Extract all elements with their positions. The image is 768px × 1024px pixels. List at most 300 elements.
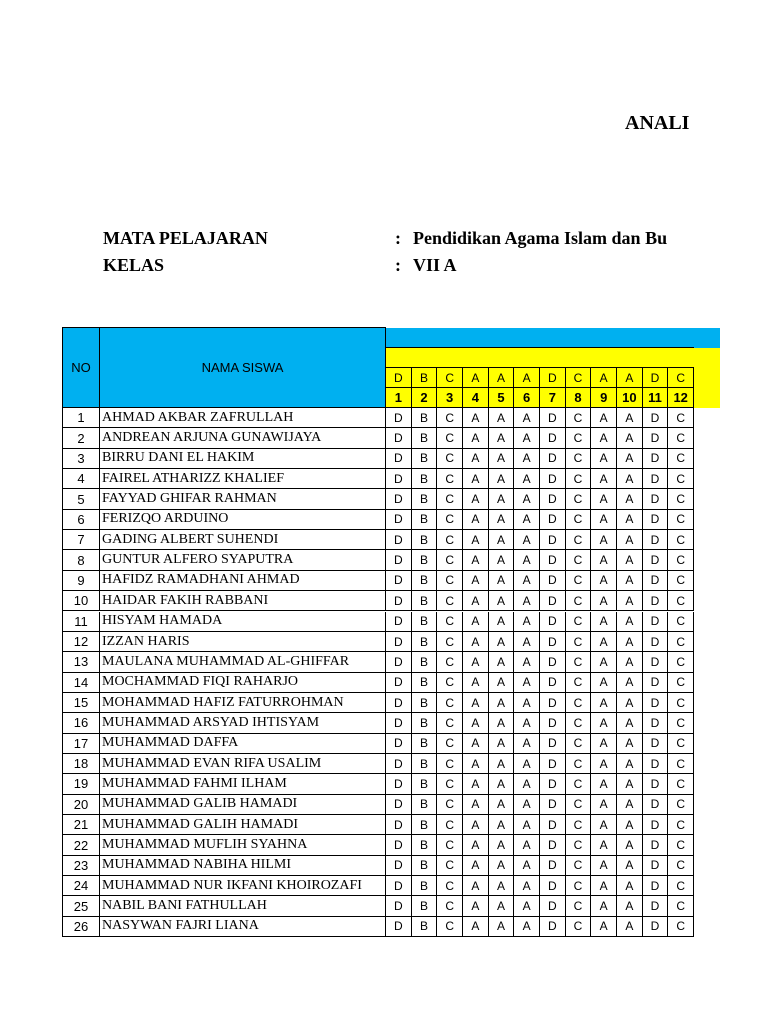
answer-cell: C	[668, 408, 694, 428]
answer-cell: B	[412, 428, 438, 448]
answer-cell: C	[437, 408, 463, 428]
answer-cell: A	[463, 713, 489, 733]
answer-cell: A	[514, 856, 540, 876]
answer-cell: A	[514, 896, 540, 916]
answer-cell: A	[489, 754, 515, 774]
answer-cell: C	[668, 713, 694, 733]
answer-cell: A	[617, 673, 643, 693]
answer-cell: C	[566, 795, 592, 815]
answer-cell: D	[386, 550, 412, 570]
answer-cell: A	[489, 550, 515, 570]
answer-cell: C	[437, 591, 463, 611]
answer-cell: C	[566, 510, 592, 530]
answer-cell: A	[617, 591, 643, 611]
answer-cell: A	[617, 876, 643, 896]
student-name: HAIDAR FAKIH RABBANI	[100, 591, 386, 611]
answer-cell: D	[540, 591, 566, 611]
answer-cell: B	[412, 632, 438, 652]
answer-cell: C	[437, 449, 463, 469]
answer-cell: D	[540, 815, 566, 835]
answer-cell: C	[668, 510, 694, 530]
answer-cell: A	[463, 408, 489, 428]
answer-cell: D	[540, 713, 566, 733]
answer-cell: C	[437, 774, 463, 794]
answer-cell: A	[617, 530, 643, 550]
row-number: 18	[63, 754, 100, 774]
answer-cell: A	[463, 530, 489, 550]
answer-cell: A	[463, 510, 489, 530]
row-number: 13	[63, 652, 100, 672]
header-name: NAMA SISWA	[100, 328, 386, 408]
answer-cell: C	[668, 550, 694, 570]
answer-cell: A	[617, 469, 643, 489]
question-number-cell: 2	[412, 388, 438, 408]
row-number: 20	[63, 795, 100, 815]
answer-cell: A	[463, 795, 489, 815]
answer-cell: C	[566, 449, 592, 469]
student-name: MUHAMMAD MUFLIH SYAHNA	[100, 835, 386, 855]
answer-cell: C	[668, 591, 694, 611]
answer-cell: A	[489, 774, 515, 794]
answer-cell: C	[566, 550, 592, 570]
answer-cell: A	[591, 591, 617, 611]
answer-cell: D	[540, 612, 566, 632]
student-name: MOHAMMAD HAFIZ FATURROHMAN	[100, 693, 386, 713]
class-colon: :	[395, 255, 401, 275]
answer-cell: D	[540, 896, 566, 916]
answer-cell: D	[540, 734, 566, 754]
answer-cell: B	[412, 774, 438, 794]
answer-cell: A	[591, 856, 617, 876]
answer-cell: B	[412, 815, 438, 835]
answer-cell: D	[643, 408, 669, 428]
answer-cell: D	[643, 469, 669, 489]
grid-line	[62, 328, 63, 937]
class-value: VII A	[413, 255, 457, 275]
answer-cell: A	[617, 408, 643, 428]
answer-cell: D	[540, 489, 566, 509]
answer-cell: B	[412, 571, 438, 591]
answer-cell: D	[540, 530, 566, 550]
answer-cell: C	[566, 530, 592, 550]
answer-cell: D	[643, 673, 669, 693]
answer-cell: A	[463, 693, 489, 713]
student-name: MOCHAMMAD FIQI RAHARJO	[100, 673, 386, 693]
answer-cell: C	[566, 591, 592, 611]
student-name: NASYWAN FAJRI LIANA	[100, 917, 386, 937]
answer-cell: A	[591, 896, 617, 916]
answer-cell: D	[643, 876, 669, 896]
answer-cell: C	[437, 612, 463, 632]
answer-cell: C	[437, 734, 463, 754]
answer-cell: D	[540, 673, 566, 693]
answer-cell: B	[412, 408, 438, 428]
answer-cell: D	[540, 449, 566, 469]
answer-cell: B	[412, 510, 438, 530]
answer-cell: A	[489, 713, 515, 733]
answer-cell: C	[437, 693, 463, 713]
answer-cell: D	[386, 876, 412, 896]
answer-cell: C	[668, 917, 694, 937]
answer-cell: A	[463, 550, 489, 570]
answer-cell: D	[386, 612, 412, 632]
class-label: KELAS	[103, 255, 165, 275]
answer-cell: D	[386, 428, 412, 448]
answer-key-cell: A	[489, 368, 515, 388]
row-number: 3	[63, 449, 100, 469]
answer-cell: B	[412, 550, 438, 570]
question-number-cell: 1	[386, 388, 412, 408]
answer-cell: D	[643, 754, 669, 774]
answer-cell: D	[540, 428, 566, 448]
answer-cell: C	[437, 428, 463, 448]
row-number: 6	[63, 510, 100, 530]
answer-cell: D	[540, 571, 566, 591]
answer-cell: D	[386, 734, 412, 754]
answer-cell: A	[591, 917, 617, 937]
answer-cell: B	[412, 673, 438, 693]
answer-cell: B	[412, 652, 438, 672]
header-band-blue	[386, 328, 720, 348]
answer-cell: D	[643, 530, 669, 550]
answer-cell: A	[591, 632, 617, 652]
answer-cell: A	[591, 795, 617, 815]
answer-cell: D	[540, 652, 566, 672]
answer-cell: A	[514, 571, 540, 591]
answer-cell: B	[412, 489, 438, 509]
answer-cell: C	[437, 489, 463, 509]
answer-cell: C	[668, 693, 694, 713]
answer-cell: A	[463, 734, 489, 754]
student-name: MUHAMMAD DAFFA	[100, 734, 386, 754]
question-number-cell: 10	[617, 388, 643, 408]
answer-key-cell: D	[643, 368, 669, 388]
answer-key-cell: D	[386, 368, 412, 388]
answer-cell: C	[437, 530, 463, 550]
answer-cell: A	[489, 408, 515, 428]
answer-cell: C	[437, 652, 463, 672]
answer-cell: D	[643, 571, 669, 591]
answer-cell: A	[591, 612, 617, 632]
answer-cell: A	[617, 571, 643, 591]
answer-cell: D	[643, 917, 669, 937]
answer-cell: A	[489, 449, 515, 469]
answer-key-cell: A	[514, 368, 540, 388]
answer-cell: A	[617, 632, 643, 652]
answer-key-cell: A	[463, 368, 489, 388]
answer-cell: A	[591, 734, 617, 754]
answer-cell: C	[437, 896, 463, 916]
student-name: HAFIDZ RAMADHANI AHMAD	[100, 571, 386, 591]
answer-cell: D	[540, 408, 566, 428]
answer-cell: C	[668, 632, 694, 652]
answer-cell: A	[591, 571, 617, 591]
answer-cell: D	[386, 693, 412, 713]
answer-cell: A	[617, 713, 643, 733]
answer-cell: A	[617, 449, 643, 469]
answer-cell: D	[643, 652, 669, 672]
answer-cell: A	[591, 713, 617, 733]
answer-cell: A	[617, 896, 643, 916]
answer-cell: D	[540, 469, 566, 489]
answer-cell: C	[566, 856, 592, 876]
answer-cell: A	[514, 408, 540, 428]
answer-cell: A	[591, 835, 617, 855]
answer-cell: C	[437, 713, 463, 733]
answer-cell: C	[437, 815, 463, 835]
answer-cell: D	[643, 489, 669, 509]
answer-cell: C	[668, 449, 694, 469]
answer-cell: C	[566, 673, 592, 693]
answer-cell: A	[514, 835, 540, 855]
student-name: FERIZQO ARDUINO	[100, 510, 386, 530]
row-number: 17	[63, 734, 100, 754]
answer-cell: A	[617, 774, 643, 794]
answer-cell: C	[437, 754, 463, 774]
row-number: 24	[63, 876, 100, 896]
answer-cell: A	[463, 856, 489, 876]
answer-cell: D	[386, 917, 412, 937]
answer-cell: D	[643, 713, 669, 733]
answer-cell: D	[386, 469, 412, 489]
answer-cell: C	[566, 896, 592, 916]
row-number: 16	[63, 713, 100, 733]
answer-cell: A	[591, 876, 617, 896]
answer-cell: A	[463, 428, 489, 448]
question-number-cell: 3	[437, 388, 463, 408]
answer-cell: C	[437, 510, 463, 530]
answer-cell: A	[514, 530, 540, 550]
student-name: AHMAD AKBAR ZAFRULLAH	[100, 408, 386, 428]
answer-cell: A	[591, 815, 617, 835]
answer-cell: A	[617, 734, 643, 754]
answer-cell: C	[566, 713, 592, 733]
answer-cell: A	[617, 510, 643, 530]
answer-cell: A	[489, 510, 515, 530]
answer-cell: D	[540, 693, 566, 713]
answer-cell: A	[463, 489, 489, 509]
answer-cell: A	[617, 693, 643, 713]
answer-cell: A	[463, 652, 489, 672]
answer-cell: A	[514, 795, 540, 815]
answer-cell: B	[412, 469, 438, 489]
answer-cell: C	[437, 571, 463, 591]
answer-cell: C	[668, 734, 694, 754]
answer-cell: D	[643, 856, 669, 876]
student-name: MUHAMMAD ARSYAD IHTISYAM	[100, 713, 386, 733]
answer-cell: A	[617, 815, 643, 835]
answer-cell: A	[617, 428, 643, 448]
answer-cell: C	[668, 652, 694, 672]
answer-cell: C	[437, 632, 463, 652]
answer-cell: D	[386, 408, 412, 428]
row-number: 19	[63, 774, 100, 794]
answer-cell: B	[412, 795, 438, 815]
answer-cell: A	[514, 449, 540, 469]
answer-cell: C	[437, 856, 463, 876]
answer-cell: A	[514, 652, 540, 672]
question-number-cell: 5	[489, 388, 515, 408]
answer-cell: A	[514, 612, 540, 632]
answer-cell: D	[540, 917, 566, 937]
answer-cell: D	[386, 673, 412, 693]
grid-line	[62, 327, 386, 328]
grid-line	[386, 347, 694, 348]
answer-cell: B	[412, 835, 438, 855]
subject-colon: :	[395, 228, 401, 248]
answer-cell: D	[386, 754, 412, 774]
answer-cell: D	[643, 449, 669, 469]
student-name: HISYAM HAMADA	[100, 612, 386, 632]
answer-cell: C	[668, 896, 694, 916]
answer-cell: D	[643, 734, 669, 754]
answer-cell: A	[617, 795, 643, 815]
answer-key-cell: D	[540, 368, 566, 388]
answer-cell: B	[412, 876, 438, 896]
answer-cell: D	[643, 815, 669, 835]
answer-cell: A	[489, 652, 515, 672]
answer-cell: A	[463, 896, 489, 916]
student-name: IZZAN HARIS	[100, 632, 386, 652]
question-number-cell: 8	[566, 388, 592, 408]
answer-cell: D	[386, 449, 412, 469]
answer-cell: D	[386, 652, 412, 672]
answer-cell: A	[591, 774, 617, 794]
subject-label: MATA PELAJARAN	[103, 228, 268, 248]
answer-cell: C	[668, 489, 694, 509]
answer-cell: C	[437, 550, 463, 570]
answer-cell: A	[591, 408, 617, 428]
row-number: 7	[63, 530, 100, 550]
answer-cell: A	[514, 876, 540, 896]
answer-cell: C	[668, 835, 694, 855]
answer-cell: C	[668, 856, 694, 876]
answer-cell: A	[489, 896, 515, 916]
answer-cell: C	[668, 571, 694, 591]
row-number: 2	[63, 428, 100, 448]
answer-cell: A	[489, 489, 515, 509]
answer-cell: D	[540, 835, 566, 855]
student-name: GUNTUR ALFERO SYAPUTRA	[100, 550, 386, 570]
answer-cell: C	[566, 835, 592, 855]
student-name: MUHAMMAD FAHMI ILHAM	[100, 774, 386, 794]
answer-cell: D	[540, 510, 566, 530]
row-number: 23	[63, 856, 100, 876]
answer-cell: D	[643, 774, 669, 794]
answer-cell: A	[591, 469, 617, 489]
answer-cell: D	[643, 795, 669, 815]
answer-cell: C	[566, 652, 592, 672]
answer-cell: A	[489, 734, 515, 754]
answer-cell: D	[540, 550, 566, 570]
answer-cell: D	[386, 896, 412, 916]
answer-cell: D	[386, 530, 412, 550]
answer-cell: C	[566, 408, 592, 428]
answer-cell: B	[412, 856, 438, 876]
answer-cell: B	[412, 612, 438, 632]
answer-cell: A	[463, 449, 489, 469]
answer-cell: D	[643, 632, 669, 652]
answer-cell: A	[514, 917, 540, 937]
row-number: 22	[63, 835, 100, 855]
answer-cell: C	[437, 917, 463, 937]
answer-cell: A	[591, 550, 617, 570]
question-number-cell: 12	[668, 388, 694, 408]
answer-cell: A	[463, 632, 489, 652]
answer-cell: D	[386, 591, 412, 611]
answer-cell: B	[412, 896, 438, 916]
answer-cell: C	[566, 693, 592, 713]
answer-cell: A	[463, 835, 489, 855]
answer-cell: A	[514, 469, 540, 489]
row-number: 14	[63, 673, 100, 693]
answer-cell: A	[514, 774, 540, 794]
student-name: MUHAMMAD NABIHA HILMI	[100, 856, 386, 876]
answer-cell: D	[386, 835, 412, 855]
answer-cell: D	[540, 795, 566, 815]
answer-cell: A	[591, 489, 617, 509]
row-number: 8	[63, 550, 100, 570]
answer-cell: A	[463, 571, 489, 591]
answer-cell: D	[540, 856, 566, 876]
answer-cell: C	[566, 734, 592, 754]
answer-cell: D	[386, 510, 412, 530]
answer-cell: A	[463, 754, 489, 774]
answer-cell: D	[643, 591, 669, 611]
answer-cell: A	[514, 510, 540, 530]
answer-cell: C	[437, 469, 463, 489]
answer-cell: B	[412, 754, 438, 774]
answer-cell: A	[489, 835, 515, 855]
answer-cell: A	[514, 428, 540, 448]
answer-cell: A	[591, 693, 617, 713]
answer-cell: C	[566, 754, 592, 774]
answer-cell: B	[412, 734, 438, 754]
answer-cell: A	[463, 591, 489, 611]
answer-cell: B	[412, 449, 438, 469]
answer-cell: B	[412, 530, 438, 550]
answer-cell: A	[489, 591, 515, 611]
answer-cell: C	[566, 612, 592, 632]
question-number-cell: 11	[643, 388, 669, 408]
row-number: 26	[63, 917, 100, 937]
answer-cell: C	[668, 530, 694, 550]
answer-cell: C	[668, 876, 694, 896]
answer-cell: A	[489, 530, 515, 550]
answer-cell: C	[566, 632, 592, 652]
answer-cell: A	[489, 612, 515, 632]
answer-cell: C	[668, 469, 694, 489]
row-number: 21	[63, 815, 100, 835]
answer-key-cell: C	[437, 368, 463, 388]
answer-cell: A	[514, 673, 540, 693]
answer-cell: A	[514, 591, 540, 611]
answer-cell: A	[463, 673, 489, 693]
answer-cell: A	[617, 856, 643, 876]
answer-cell: D	[643, 693, 669, 713]
answer-cell: A	[489, 917, 515, 937]
answer-cell: D	[643, 510, 669, 530]
answer-cell: D	[643, 835, 669, 855]
row-number: 9	[63, 571, 100, 591]
answer-cell: D	[643, 612, 669, 632]
answer-cell: A	[463, 612, 489, 632]
question-number-cell: 7	[540, 388, 566, 408]
answer-cell: B	[412, 591, 438, 611]
student-name: MUHAMMAD NUR IKFANI KHOIROZAFI	[100, 876, 386, 896]
student-name: MUHAMMAD GALIH HAMADI	[100, 815, 386, 835]
answer-cell: A	[514, 754, 540, 774]
